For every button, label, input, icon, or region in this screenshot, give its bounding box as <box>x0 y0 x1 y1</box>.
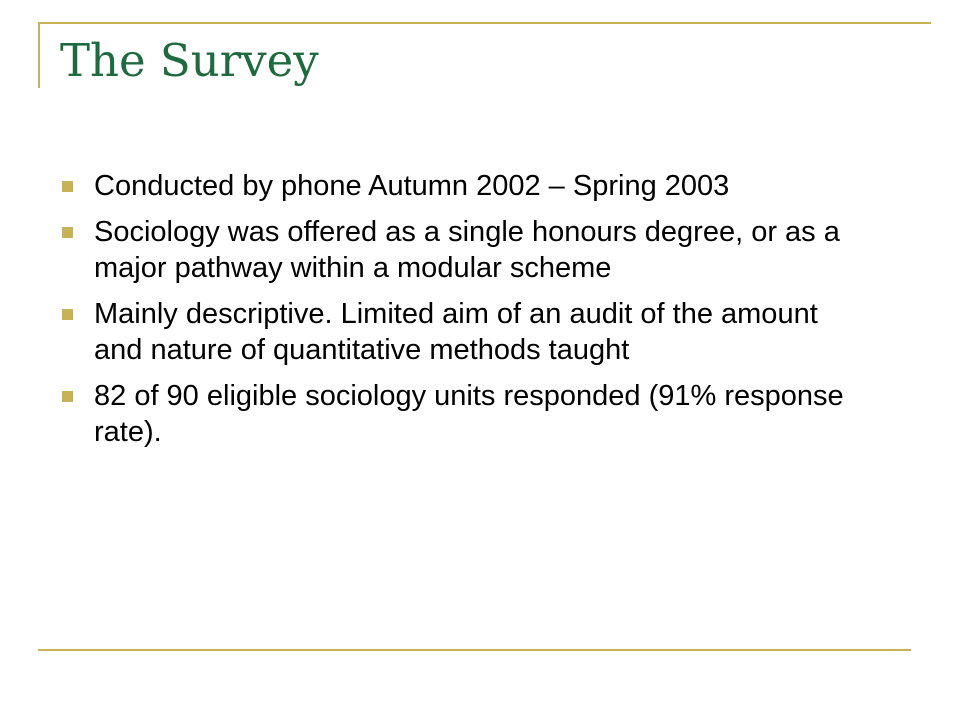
top-rule <box>38 22 931 24</box>
left-rule <box>38 22 40 88</box>
bullet-item <box>60 214 860 286</box>
bullet-item <box>60 378 860 450</box>
square-bullet-icon <box>62 227 73 238</box>
square-bullet-icon <box>62 181 73 192</box>
bullet-list <box>60 168 860 460</box>
bullet-text: Sociology was offered as a single honours degree, or as a major pathway within a modular scheme <box>94 216 840 284</box>
square-bullet-icon <box>62 391 73 402</box>
square-bullet-icon <box>62 309 73 320</box>
bullet-item <box>60 296 860 368</box>
bullet-item <box>60 168 860 204</box>
bullet-text: Mainly descriptive. Limited aim of an audit of the amount and nature of quantitative methods taught <box>94 298 818 366</box>
bullet-text: Conducted by phone Autumn 2002 – Spring 2003 <box>94 170 730 202</box>
slide-title: The Survey <box>60 34 319 87</box>
bullet-text: 82 of 90 eligible sociology units responded (91% response rate). <box>94 380 844 448</box>
bottom-rule <box>38 649 911 651</box>
